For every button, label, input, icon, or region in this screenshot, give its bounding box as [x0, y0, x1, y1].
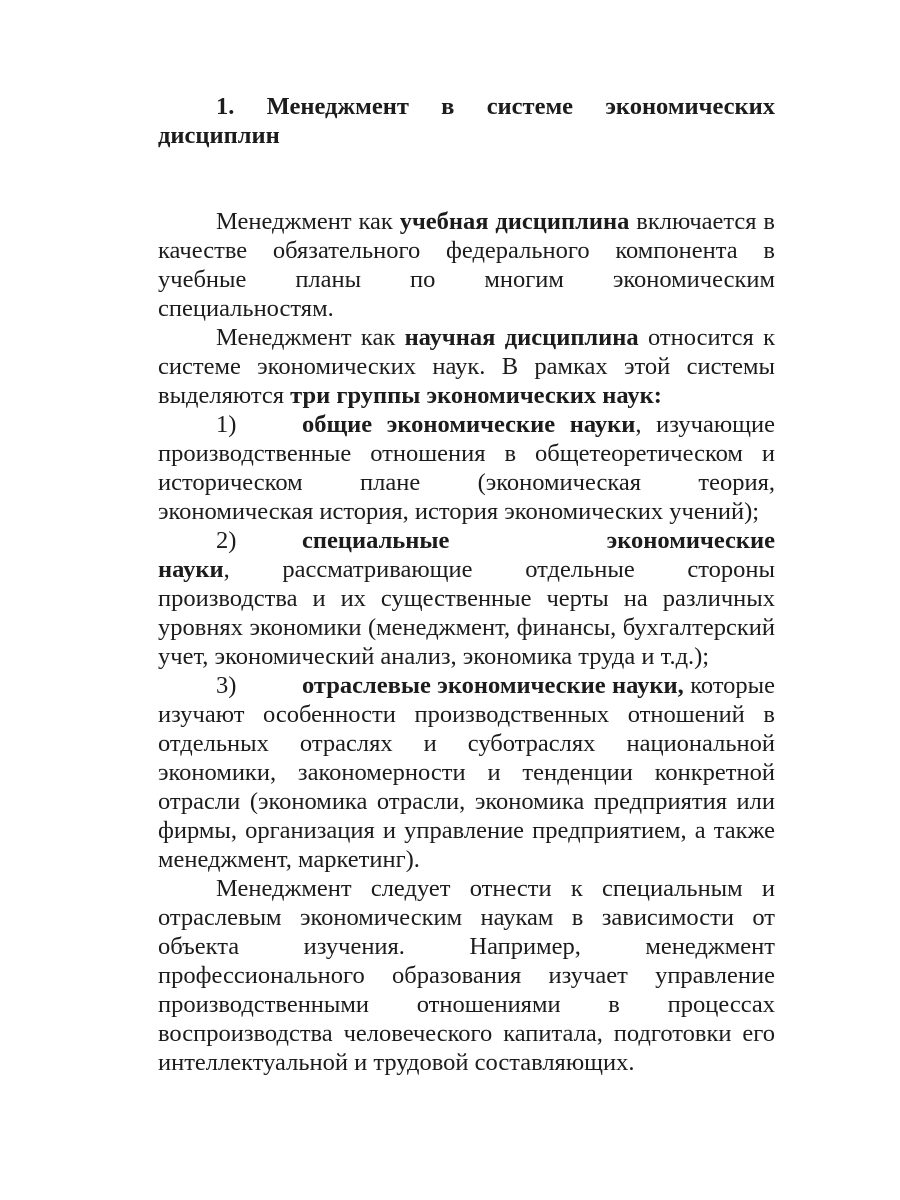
- list-item-text: которые изучают особенности производственных отношений в отдельных отраслях и суботраслях национальной экономики, закономерности и тенденции конкретной отрасли (экономика отрасли, экономика предприятия или фирмы, организация и управление предприятием, а также менеджмент, маркетинг).: [158, 672, 775, 873]
- paragraph-text: Менеджмент как: [216, 208, 400, 235]
- bold-term: учебная дисциплина: [399, 208, 630, 235]
- list-item-special-sciences: [158, 526, 775, 671]
- section-body: [158, 207, 775, 1077]
- list-item-general-sciences: [158, 410, 775, 526]
- list-item-number: 3): [216, 672, 237, 699]
- section-heading-line-2: дисциплин: [158, 122, 280, 149]
- list-item-text: , рассматривающие отдельные стороны производства и их существенные черты на различных уровнях экономики (менеджмент, финансы, бухгалтерский учет, экономический анализ, экономика труда и т.д.);: [158, 556, 775, 670]
- list-item-number: 1): [216, 411, 237, 438]
- paragraph-text: относится к системе экономических наук. В рамках этой системы выделяются: [158, 324, 775, 409]
- bold-term: три группы экономических наук:: [290, 382, 662, 409]
- paragraph-educational-discipline: [158, 207, 775, 323]
- document-page: [158, 92, 775, 1077]
- section-heading: [158, 92, 775, 150]
- bold-term: общие экономические науки: [302, 411, 636, 438]
- list-item-branch-sciences: [158, 671, 775, 874]
- paragraph-classification: [158, 874, 775, 1077]
- paragraph-scientific-discipline: [158, 323, 775, 410]
- bold-term: научная дисциплина: [404, 324, 639, 351]
- list-item-number: 2): [216, 527, 237, 554]
- section-heading-line-1: 1. Менеджмент в системе экономических: [216, 93, 775, 120]
- paragraph-text: Менеджмент как: [216, 324, 405, 351]
- bold-term: специальные экономические науки: [158, 527, 775, 583]
- paragraph-text: включается в качестве обязательного федерального компонента в учебные планы по многим экономическим специальностям.: [158, 208, 775, 322]
- list-item-text: , изучающие производственные отношения в общетеоретическом и историческом плане (экономическая теория, экономическая история, история экономических учений);: [158, 411, 775, 525]
- bold-term: отраслевые экономические науки,: [302, 672, 684, 699]
- paragraph-text: Менеджмент следует отнести к специальным и отраслевым экономическим наукам в зависимости от объекта изучения. Например, менеджмент профессионального образования изучает управление производственными отношениями в процессах воспроизводства человеческого капитала, подготовки его интеллектуальной и трудовой составляющих.: [158, 875, 775, 1076]
